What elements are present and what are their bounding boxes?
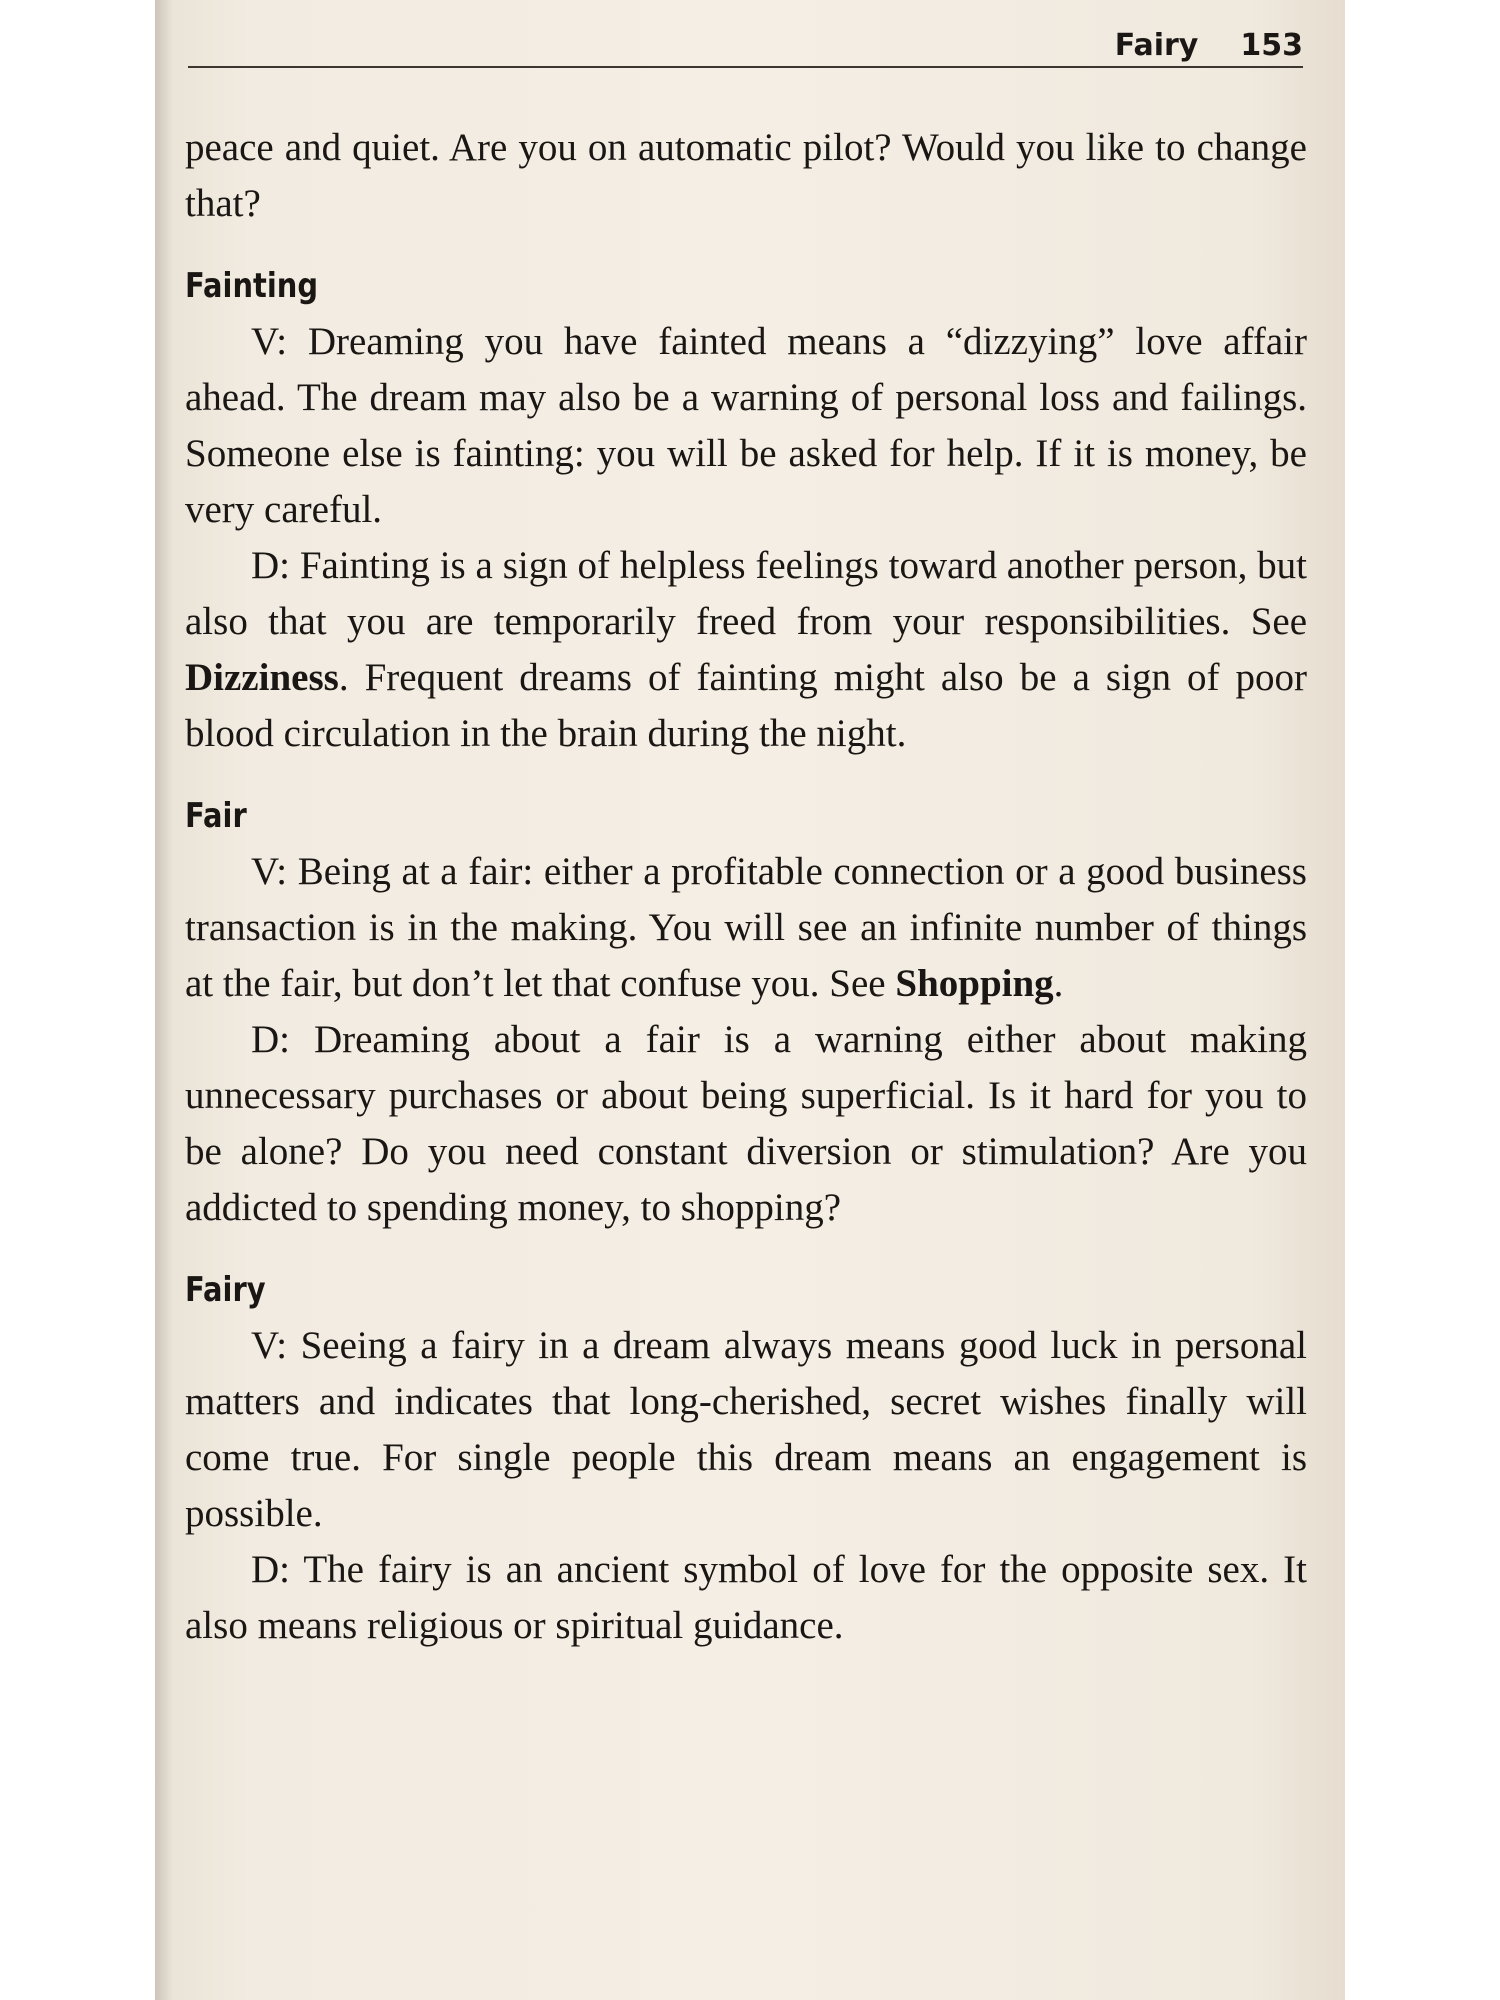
fainting-d-text-2: . Frequent dreams of fainting might also be a sign of poor blood circulation in the brain during the night. [185, 656, 1307, 755]
book-page [155, 0, 1345, 2000]
entry-title-fainting: Fainting [185, 266, 319, 306]
entry-title-fair: Fair [185, 796, 247, 836]
fainting-d-text-1: D: Fainting is a sign of helpless feelings toward another person, but also that you are temporarily freed from your responsibilities. See [185, 544, 1307, 643]
fairy-d-paragraph: D: The fairy is an ancient symbol of love for the opposite sex. It also means religious or spiritual guidance. [185, 1548, 1307, 1647]
fair-v-paragraph [185, 844, 1307, 1012]
fair-d-paragraph: D: Dreaming about a fair is a warning either about making unnecessary purchases or about being superficial. Is it hard for you to be alone? Do you need constant diversion or stimulation? Are you addicted to spending money, to shopping? [185, 1018, 1307, 1229]
fainting-v-paragraph: V: Dreaming you have fainted means a “dizzying” love affair ahead. The dream may also be a warning of personal loss and failings. Someone else is fainting: you will be asked for help. If it is money, be very careful. [185, 320, 1307, 531]
page-number: 153 [1240, 28, 1303, 63]
page-body [185, 120, 1307, 1654]
running-head: Fairy [1114, 28, 1199, 63]
cross-ref-dizziness: Dizziness [185, 656, 339, 699]
fair-v-text-1: V: Being at a fair: either a profitable connection or a good business transaction is in the making. You will see an infinite number of things at the fair, but don’t let that confuse you. See [185, 850, 1307, 1005]
intro-paragraph: peace and quiet. Are you on automatic pilot? Would you like to change that? [185, 126, 1307, 225]
fairy-v-paragraph: V: Seeing a fairy in a dream always means good luck in personal matters and indicates that long-cherished, secret wishes finally will come true. For single people this dream means an engagement is possible. [185, 1324, 1307, 1535]
fair-v-text-2: . [1053, 962, 1064, 1005]
entry-title-fairy: Fairy [185, 1270, 266, 1310]
running-header [188, 24, 1303, 68]
page-edge-shadow [155, 0, 173, 2000]
cross-ref-shopping: Shopping [895, 962, 1054, 1005]
fainting-d-paragraph [185, 538, 1307, 762]
